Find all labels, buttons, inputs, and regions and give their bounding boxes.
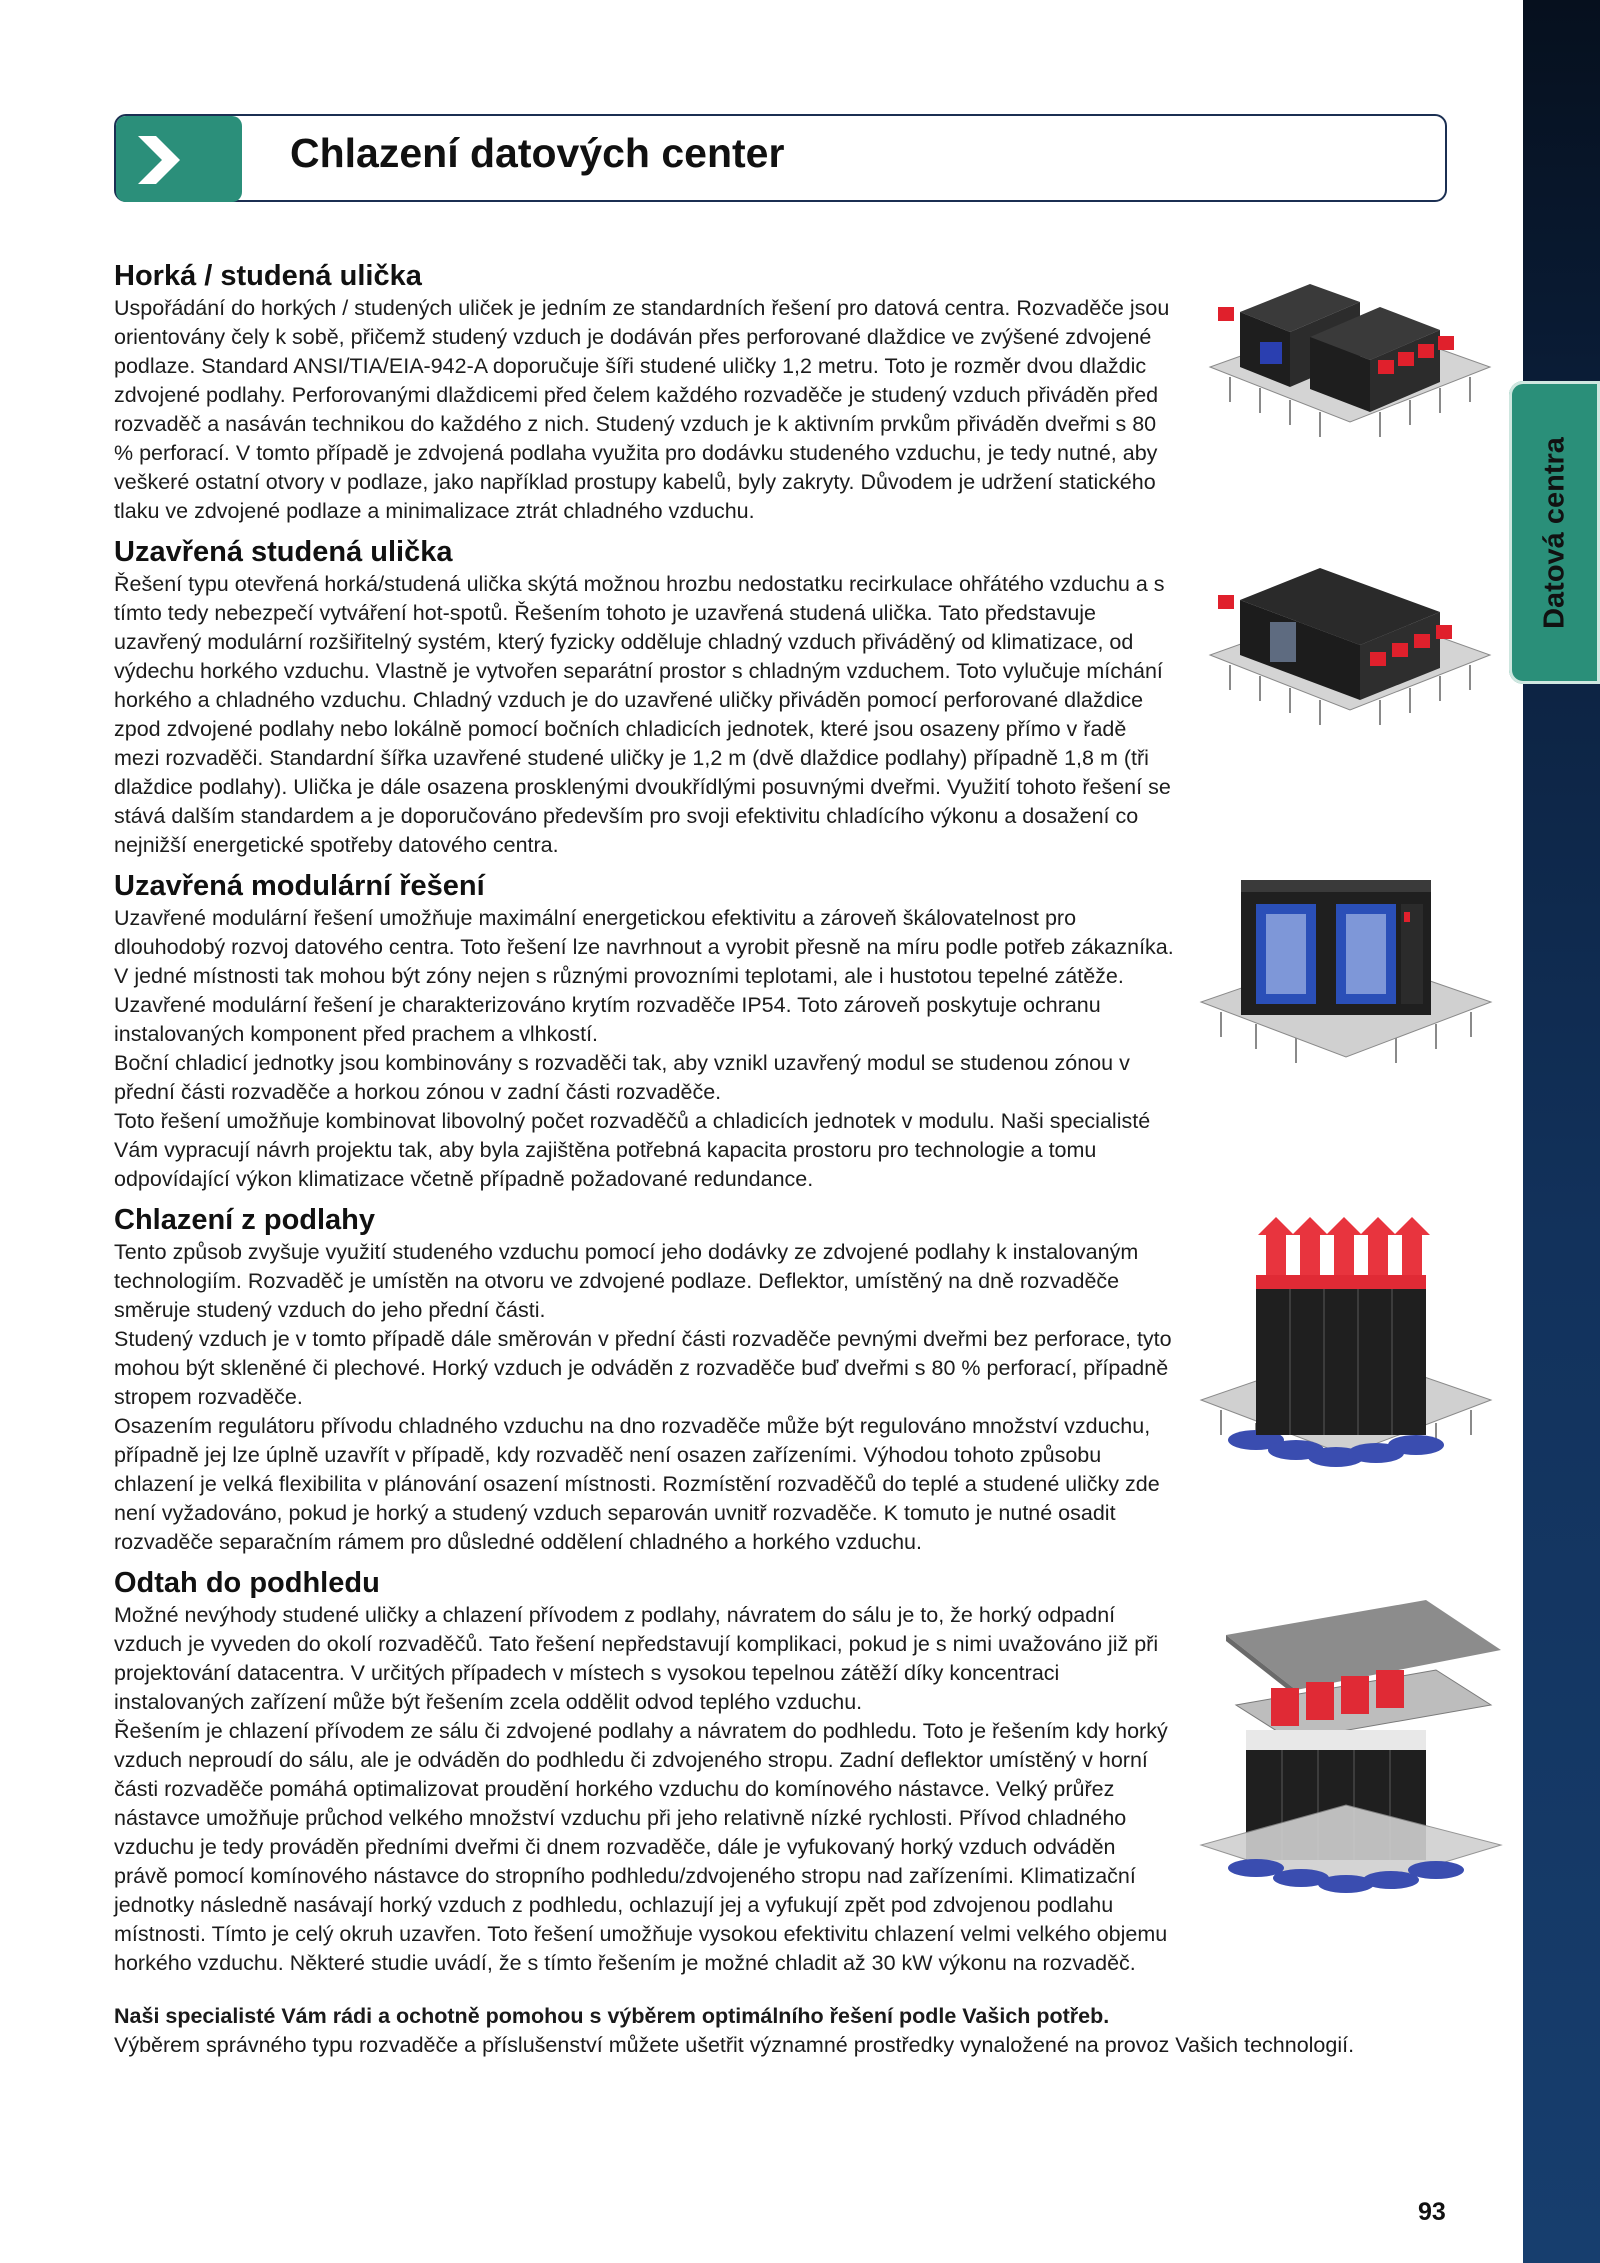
section-paragraph: Boční chladicí jednotky jsou kombinovány s rozvaděči tak, aby vznikl uzavřený modul se studenou zónou v přední části rozvaděče a horkou zónou v zadní části rozvaděče. <box>114 1051 1130 1104</box>
section-heading: Horká / studená ulička <box>114 260 422 292</box>
closing-text: Výběrem správného typu rozvaděče a příslušenství můžete ušetřit významné prostředky vynaložené na provoz Vašich technologií. <box>114 2033 1355 2057</box>
closed-modular-illustration <box>1196 872 1496 1072</box>
section-heading: Chlazení z podlahy <box>114 1204 376 1236</box>
side-tab-label: Datová centra <box>1538 436 1570 629</box>
section-heading: Odtah do podhledu <box>114 1567 380 1599</box>
section-hot-cold-aisle <box>114 258 1174 526</box>
section-paragraph: Studený vzduch je v tomto případě dále směrován v přední části rozvaděče pevnými dveřmi bez perforace, tyto mohou být skleněné či plechové. Horký vzduch je odváděn z rozvaděče buď dveřmi s 80 % perforací, případně stropem rozvaděče. <box>114 1327 1172 1409</box>
page-title: Chlazení datových center <box>290 130 785 176</box>
section-paragraph: Řešením je chlazení přívodem ze sálu či zdvojené podlahy a návratem do podhledu. Toto je řešením kdy horký vzduch neproudí do sálu, ale je odváděn do podhledu či zdvojeného stropu. Zadní deflektor umístěný v horní části rozvaděče pomáhá optimalizovat proudění horkého vzduchu do komínového nástavce. Velký průřez nástavce umožňuje průchod velkého množství vzduchu při jeho relativně nízké rychlosti. Přívod chladného vzduchu je tedy prováděn předními dveřmi či dnem rozvaděče, dále je vyfukovaný horký vzduch odváděn právě pomocí komínového nástavce do stropního podhledu/zdvojeného stropu nad zařízeními. Klimatizační jednotky následně nasávají horký vzduch z podhledu, ochlazují jej a vyfukují zpět pod zdvojenou podlahu místnosti. Tímto je celý okruh uzavřen. Toto řešení umožňuje vysokou efektivitu chlazení velmi velkého objemu horkého vzduchu. Některé studie uvádí, že s tímto řešením je možné chladit až 30 kW výkonu na rozvaděč. <box>114 1719 1168 1975</box>
side-tab-datova-centra[interactable] <box>1509 381 1600 684</box>
chevron-right-icon <box>116 116 242 202</box>
section-paragraph: Možné nevýhody studené uličky a chlazení přívodem z podlahy, návratem do sálu je to, že horký odpadní vzduch je vyveden do okolí rozvaděčů. Tato řešení nepředstavují komplikaci, pokud je s nimi uvažováno již při projektování datacentra. V určitých případech v místech s vysokou tepelnou zátěží díky koncentraci instalovaných zařízení může být řešením zcela oddělit odvod teplého vzduchu. <box>114 1603 1159 1714</box>
hot-cold-aisle-illustration <box>1200 262 1500 442</box>
side-band <box>1523 0 1600 2263</box>
section-paragraph: Uspořádání do horkých / studených uliček je jedním ze standardních řešení pro datová centra. Rozvaděče jsou orientovány čely k sobě, přičemž studený vzduch je dodáván přes perforované dlaždice ve zvýšené zdvojené podlaze. Standard ANSI/TIA/EIA-942-A doporučuje šíři studené uličky 1,2 metru. Toto je rozměr dvou dlaždic zdvojené podlahy. Perforovanými dlaždicemi před čelem každého rozvaděče je studený vzduch přiváděn před rozvaděč a nasáván technikou do každého z nich. Studený vzduch je k aktivním prvkům přiváděn dveřmi s 80 % perforací. V tomto případě je zdvojená podlaha využita pro dodávku studeného vzduchu, je tedy nutné, aby veškeré ostatní otvory v podlaze, jako například prostupy kabelů, byly zakryty. Důvodem je udržení statického tlaku ve zdvojené podlaze a minimalizace ztrát chladného vzduchu. <box>114 296 1170 523</box>
ceiling-exhaust-illustration <box>1196 1600 1506 1900</box>
closed-cold-aisle-illustration <box>1200 550 1500 730</box>
page-number: 93 <box>1418 2198 1446 2226</box>
floor-cooling-illustration <box>1196 1215 1496 1485</box>
closing-note <box>114 2002 1355 2060</box>
section-closed-cold-aisle <box>114 534 1174 860</box>
section-paragraph: Toto řešení umožňuje kombinovat libovolný počet rozvaděčů a chladicích jednotek v modulu. Naši specialisté Vám vypracují návrh projektu tak, aby byla zajištěna potřebná kapacita prostoru pro technologie a tomu odpovídající výkon klimatizace včetně případně požadované redundance. <box>114 1109 1151 1191</box>
section-floor-cooling <box>114 1202 1174 1557</box>
section-heading: Uzavřená studená ulička <box>114 536 453 568</box>
section-closed-modular <box>114 868 1174 1194</box>
main-content <box>114 258 1355 2060</box>
section-paragraph: Řešení typu otevřená horká/studená ulička skýtá možnou hrozbu nedostatku recirkulace ohřátého vzduchu a s tímto tedy nebezpečí vytváření hot-spotů. Řešením tohoto je uzavřená studená ulička. Tato představuje uzavřený modulární rozšiřitelný systém, který fyzicky odděluje chladný vzduch přiváděný od klimatizace, od výdechu horkého vzduchu. Vlastně je vytvořen separátní prostor s chladným vzduchem. Toto vylučuje míchání horkého a chladného vzduchu. Chladný vzduch je do uzavřené uličky přiváděn pomocí perforované dlaždice zpod zdvojené podlahy nebo lokálně pomocí bočních chladicích jednotek, které jsou osazeny přímo v řadě mezi rozvaděči. Standardní šířka uzavřené studené uličky je 1,2 m (dvě dlaždice podlahy) případně 1,8 m (tři dlaždice podlahy). Ulička je dále osazena prosklenými dvoukřídlými posuvnými dveřmi. Využití tohoto řešení se stává dalším standardem a je doporučováno především pro svoji efektivitu chladícího výkonu a dosažení co nejnižší energetické spotřeby datového centra. <box>114 572 1171 857</box>
section-heading: Uzavřená modulární řešení <box>114 870 485 902</box>
section-paragraph: Uzavřené modulární řešení umožňuje maximální energetickou efektivitu a zároveň škálovatelnost pro dlouhodobý rozvoj datového centra. Toto řešení lze navrhnout a vyrobit přesně na míru podle potřeb zákazníka. V jedné místnosti tak mohou být zóny nejen s různými provozními teplotami, ale i hustotou tepelné zátěže. Uzavřené modulární řešení je charakterizováno krytím rozvaděče IP54. Toto zároveň poskytuje ochranu instalovaných komponent před prachem a vlhkostí. <box>114 906 1174 1046</box>
section-paragraph: Tento způsob zvyšuje využití studeného vzduchu pomocí jeho dodávky ze zdvojené podlahy k instalovaným technologiím. Rozvaděč je umístěn na otvoru ve zdvojené podlaze. Deflektor, umístěný na dně rozvaděče směruje studený vzduch do jeho přední části. <box>114 1240 1139 1322</box>
closing-bold: Naši specialisté Vám rádi a ochotně pomohou s výběrem optimálního řešení podle Vašich potřeb. <box>114 2004 1110 2028</box>
section-paragraph: Osazením regulátoru přívodu chladného vzduchu na dno rozvaděče může být regulováno množství vzduchu, případně jej lze úplně uzavřít v případě, kdy rozvaděč není osazen zařízeními. Výhodou tohoto způsobu chlazení je velká flexibilita v plánování osazení místnosti. Rozmístění rozvaděčů do teplé a studené uličky zde není vyžadováno, pokud je horký a studený vzduch separován uvnitř rozvaděče. K tomuto je nutné osadit rozvaděče separačním rámem pro důsledné oddělení chladného a horkého vzduchu. <box>114 1414 1160 1554</box>
section-ceiling-exhaust <box>114 1565 1174 1978</box>
